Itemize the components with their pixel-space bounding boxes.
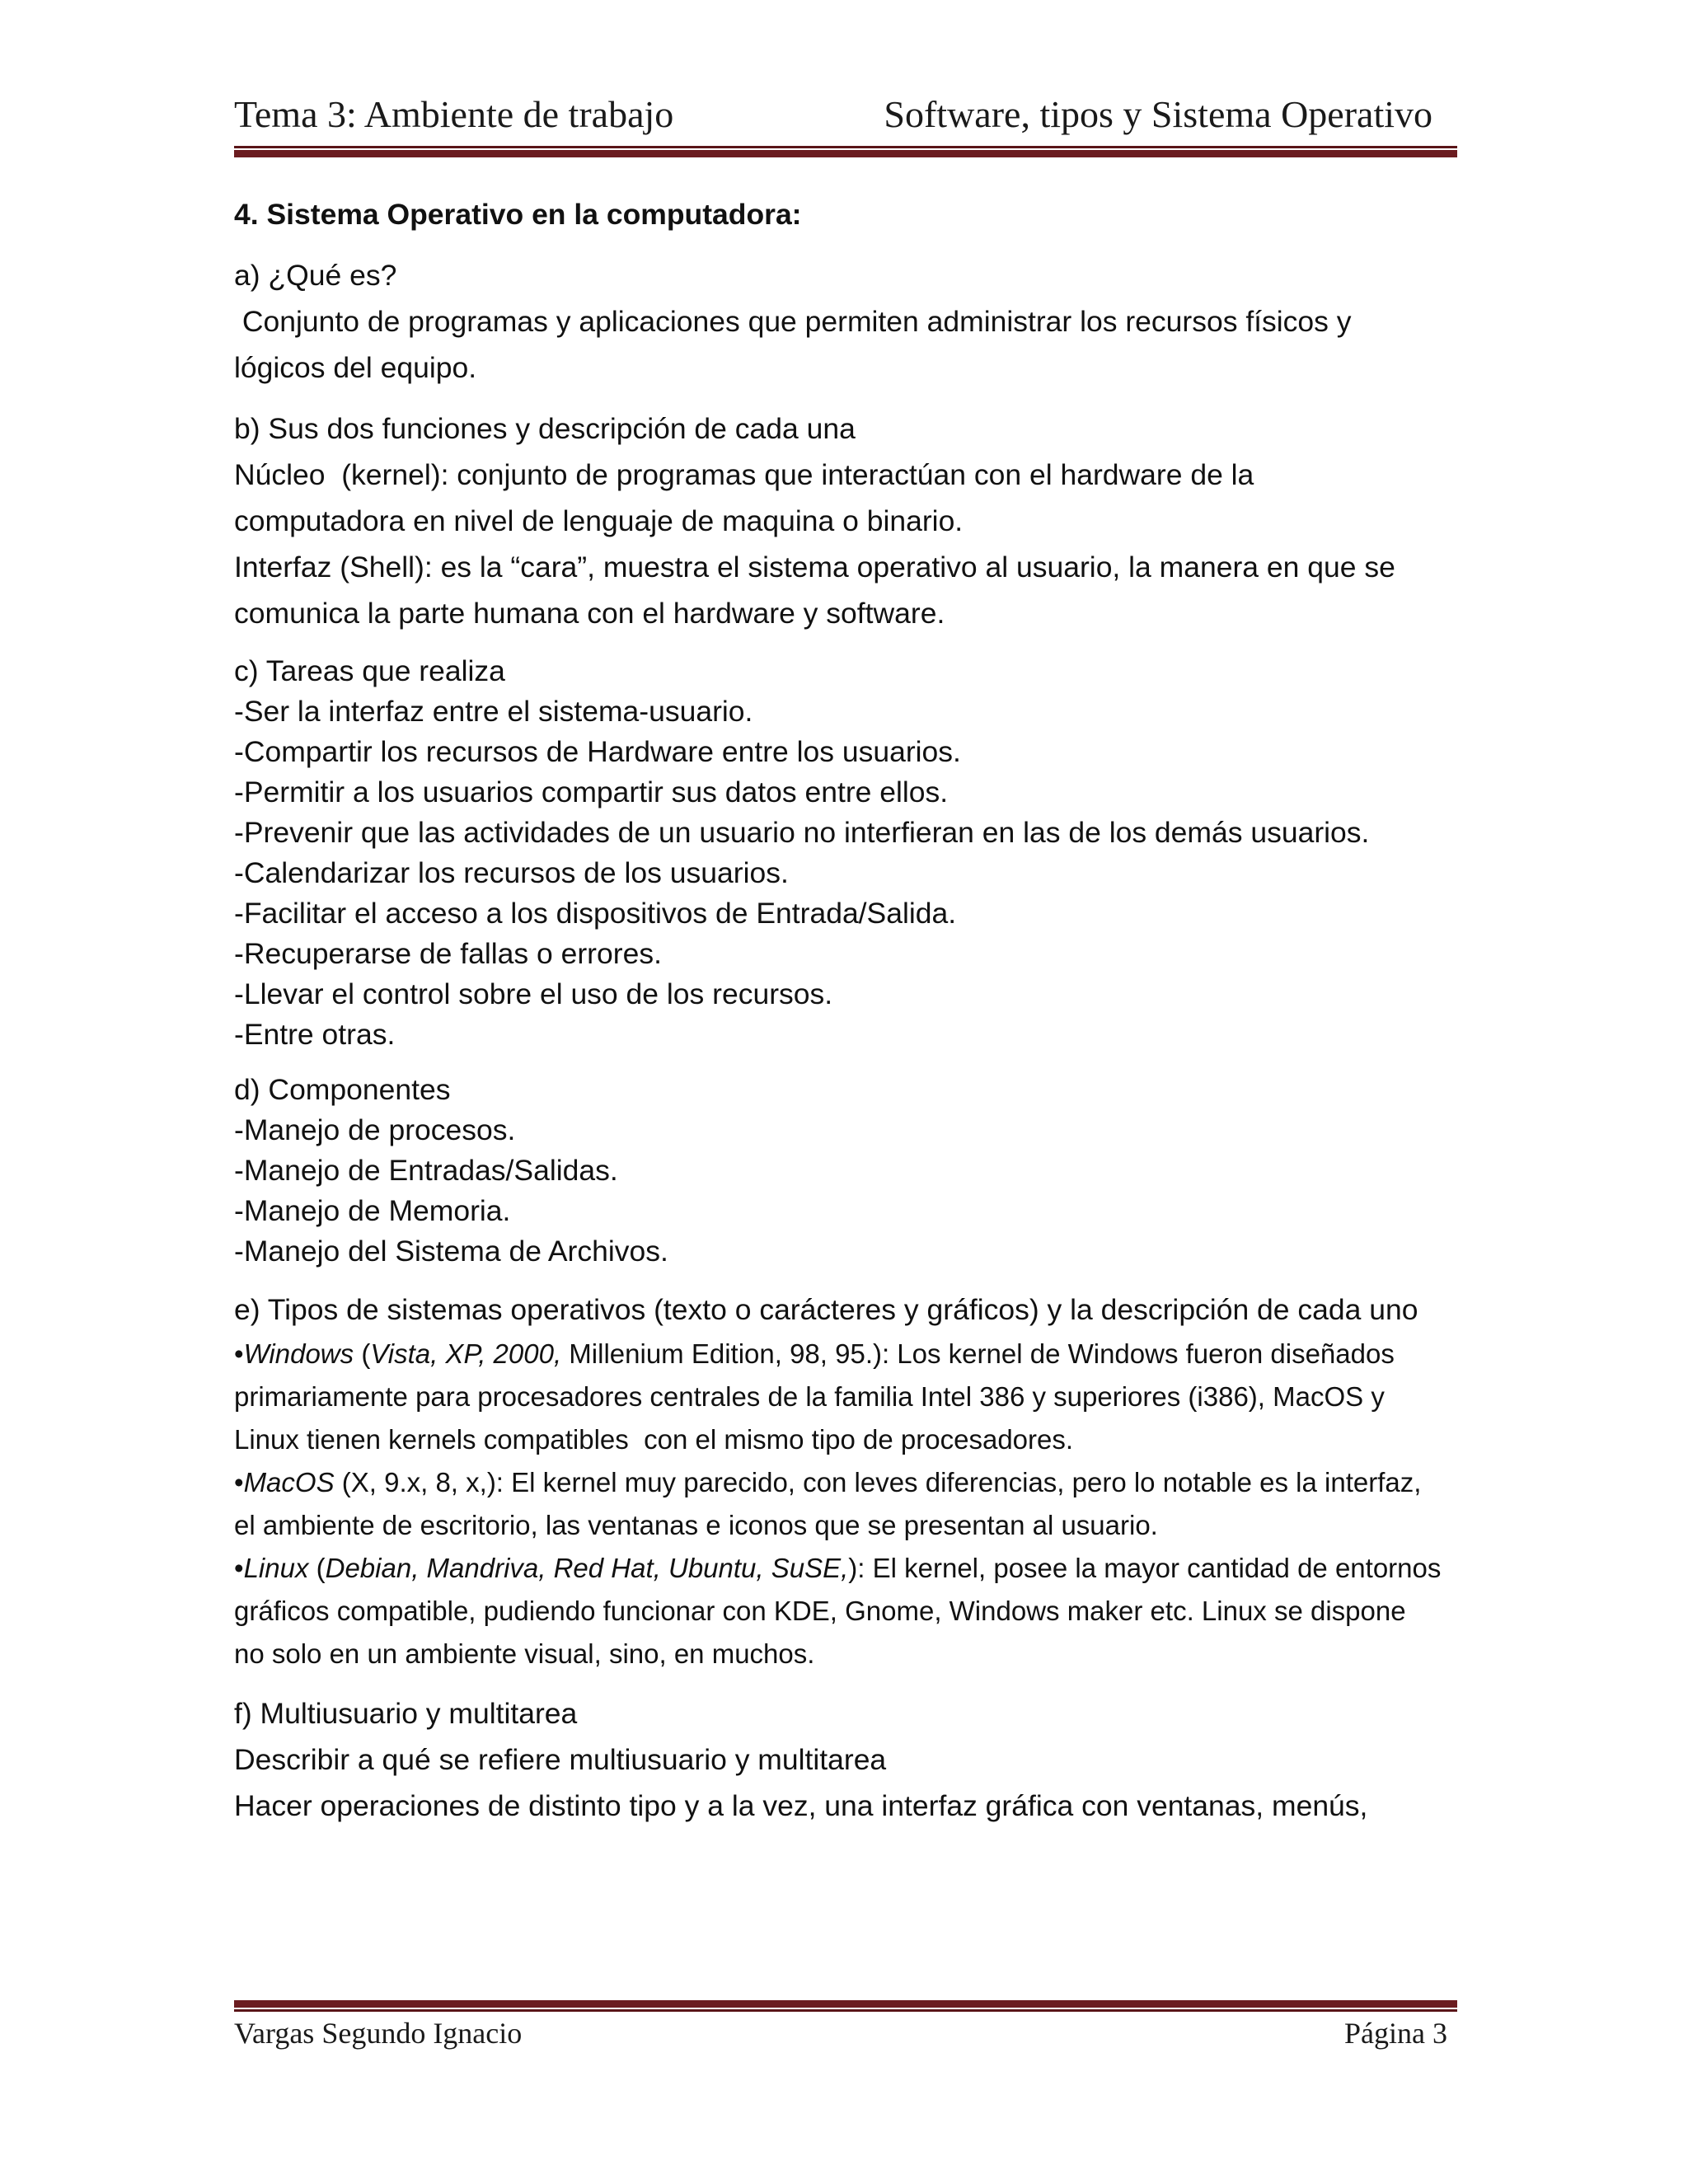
- os-name: MacOS: [243, 1467, 335, 1497]
- section-b-line: computadora en nivel de lenguaje de maquina o binario.: [234, 504, 964, 537]
- section-c-item: -Recuperarse de fallas o errores.: [234, 937, 662, 970]
- os-versions: Vista, XP, 2000,: [370, 1338, 562, 1369]
- section-a-line: lógicos del equipo.: [234, 351, 477, 384]
- section-c-item: -Facilitar el acceso a los dispositivos de Entrada/Salida.: [234, 897, 957, 930]
- section-b-line: Núcleo (kernel): conjunto de programas que interactúan con el hardware de la: [234, 458, 1254, 491]
- section-f: [234, 1690, 1470, 1829]
- header-right: Software, tipos y Sistema Operativo: [884, 93, 1432, 135]
- paren-open: (: [354, 1338, 371, 1369]
- os-macos: [234, 1461, 1470, 1504]
- section-b-question: b) Sus dos funciones y descripción de cada una: [234, 412, 856, 445]
- os-windows-line: Linux tienen kernels compatibles con el mismo tipo de procesadores.: [234, 1424, 1074, 1455]
- footer-author: Vargas Segundo Ignacio: [234, 2017, 523, 2050]
- footer-rule-thick: [234, 2000, 1457, 2008]
- section-c-question: c) Tareas que realiza: [234, 654, 505, 687]
- os-name: Windows: [243, 1338, 354, 1369]
- os-linux-line: no solo en un ambiente visual, sino, en muchos.: [234, 1638, 815, 1669]
- section-b-line: Interfaz (Shell): es la “cara”, muestra el sistema operativo al usuario, la manera en que se: [234, 551, 1395, 583]
- os-description: Millenium Edition, 98, 95.): Los kernel de Windows fueron diseñados: [561, 1338, 1395, 1369]
- section-c-item: -Prevenir que las actividades de un usuario no interfieran en las de los demás usuarios.: [234, 816, 1370, 849]
- section-c-item: -Compartir los recursos de Hardware entre los usuarios.: [234, 735, 961, 768]
- section-f-line: Hacer operaciones de distinto tipo y a la vez, una interfaz gráfica con ventanas, menús,: [234, 1789, 1368, 1822]
- os-macos-line: el ambiente de escritorio, las ventanas e iconos que se presentan al usuario.: [234, 1510, 1158, 1540]
- section-c-item: -Ser la interfaz entre el sistema-usuario.: [234, 695, 753, 728]
- section-c-item: -Permitir a los usuarios compartir sus datos entre ellos.: [234, 776, 949, 808]
- section-b: [234, 405, 1470, 636]
- section-e: [234, 1286, 1470, 1675]
- footer-rule-thin: [234, 2009, 1457, 2012]
- bullet: •: [234, 1338, 244, 1369]
- page-footer: [234, 2016, 1447, 2050]
- os-name: Linux: [243, 1553, 309, 1583]
- page-header: [234, 92, 1457, 136]
- section-d-question: d) Componentes: [234, 1073, 451, 1106]
- section-c-item: -Llevar el control sobre el uso de los recursos.: [234, 977, 833, 1010]
- section-title: 4. Sistema Operativo en la computadora:: [234, 198, 802, 231]
- header-rule-thin: [234, 146, 1457, 148]
- os-types-list: [234, 1333, 1470, 1675]
- document-body: [234, 191, 1470, 1844]
- os-description: (X, 9.x, 8, x,): El kernel muy parecido, con leves diferencias, pero lo notable es la interfaz,: [334, 1467, 1422, 1497]
- section-d-item: -Manejo de procesos.: [234, 1113, 516, 1146]
- header-left: Tema 3: Ambiente de trabajo: [234, 93, 674, 135]
- os-linux-line: gráficos compatible, pudiendo funcionar con KDE, Gnome, Windows maker etc. Linux se dispone: [234, 1596, 1406, 1626]
- header-rule-thick: [234, 150, 1457, 157]
- os-linux: [234, 1547, 1470, 1590]
- section-a-line: Conjunto de programas y aplicaciones que permiten administrar los recursos físicos y: [234, 305, 1352, 338]
- section-d: [234, 1070, 1470, 1272]
- section-c-item: -Entre otras.: [234, 1018, 396, 1051]
- bullet: •: [234, 1467, 244, 1497]
- section-e-question: e) Tipos de sistemas operativos (texto o carácteres y gráficos) y la descripción de cada uno: [234, 1293, 1418, 1326]
- section-c: [234, 651, 1470, 1055]
- section-d-item: -Manejo de Entradas/Salidas.: [234, 1154, 618, 1187]
- page-number: Página 3: [1344, 2017, 1447, 2050]
- bullet: •: [234, 1553, 244, 1583]
- os-versions: Debian, Mandriva, Red Hat, Ubuntu, SuSE,: [325, 1553, 849, 1583]
- section-d-item: -Manejo del Sistema de Archivos.: [234, 1235, 668, 1268]
- section-a: [234, 252, 1470, 391]
- section-a-question: a) ¿Qué es?: [234, 259, 397, 292]
- section-d-item: -Manejo de Memoria.: [234, 1194, 511, 1227]
- os-windows: [234, 1333, 1470, 1376]
- section-f-question: f) Multiusuario y multitarea: [234, 1697, 578, 1730]
- os-description: ): El kernel, posee la mayor cantidad de entornos: [848, 1553, 1442, 1583]
- section-c-item: -Calendarizar los recursos de los usuarios.: [234, 856, 789, 889]
- paren-open: (: [308, 1553, 326, 1583]
- section-b-line: comunica la parte humana con el hardware y software.: [234, 597, 945, 630]
- os-windows-line: primariamente para procesadores centrales de la familia Intel 386 y superiores (i386), MacOS y: [234, 1381, 1385, 1412]
- section-f-line: Describir a qué se refiere multiusuario y multitarea: [234, 1743, 887, 1776]
